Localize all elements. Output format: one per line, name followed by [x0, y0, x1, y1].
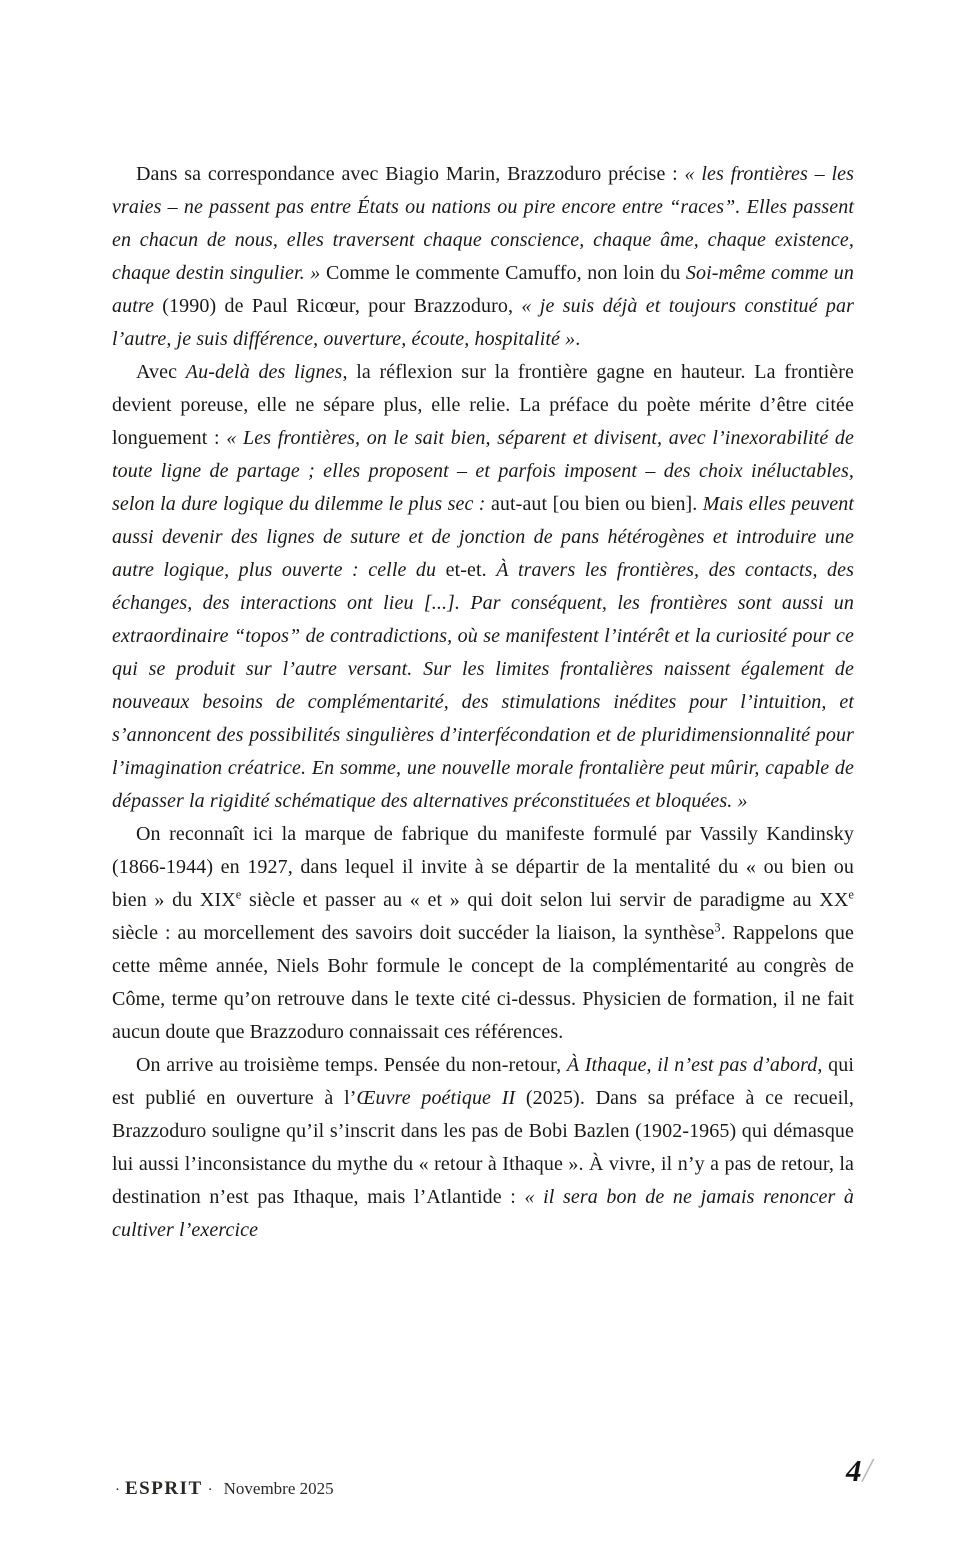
page-number-slash: / — [862, 1452, 872, 1489]
paragraph — [112, 1049, 854, 1247]
text-segment: Avec — [136, 361, 186, 383]
footer-dot-right: · — [207, 1482, 213, 1498]
paragraph — [112, 158, 854, 356]
article-body — [112, 158, 854, 1247]
issue-date: Novembre 2025 — [223, 1479, 334, 1498]
superscript: 3 — [714, 920, 721, 935]
text-segment: , la réflexion sur la frontière gagne en hauteur. La frontière devient poreuse, elle ne sépare plus, elle relie. La préface du poète mérite d’être citée longuement : — [112, 361, 855, 449]
text-segment: Comme le commente Camuffo, non loin du — [325, 262, 686, 284]
paragraph — [112, 356, 854, 818]
text-segment: aut-aut [ou bien ou bien]. — [490, 493, 703, 515]
text-segment: On arrive au troisième temps. Pensée du non-retour, — [136, 1054, 567, 1076]
text-segment: , qui est publié en ouverture à l’ — [112, 1054, 855, 1109]
journal-name: ESPRIT — [125, 1478, 203, 1499]
text-segment: Dans sa correspondance avec Biagio Marin, Brazzoduro précise : — [136, 163, 685, 185]
text-segment: « il sera bon de ne jamais renoncer à cultiver l’exercice — [112, 1186, 854, 1241]
text-segment: À Ithaque, il n’est pas d’abord — [566, 1054, 818, 1076]
text-segment: « je suis déjà et toujours constitué par l’autre, je suis différence, ouverture, écoute, hospitalité » — [112, 295, 854, 350]
superscript: e — [848, 887, 854, 902]
text-segment: siècle : au morcellement des savoirs doit succéder la liaison, la synthèse — [112, 922, 715, 944]
paragraph — [112, 818, 854, 1049]
text-segment: . — [575, 328, 581, 350]
text-segment: « Les frontières, on le sait bien, séparent et divisent, avec l’inexorabilité de toute ligne de partage ; elles proposent – et parfois imposent – des choix inéluctables, selon la dure logique du dilemme le plus sec : — [112, 427, 854, 515]
footer-dot-left: · — [115, 1482, 120, 1498]
text-segment: siècle et passer au « et » qui doit selon lui servir de paradigme au XX — [241, 889, 849, 911]
text-segment: Mais elles peuvent aussi devenir des lignes de suture et de jonction de pans hétérogènes et introduire une autre logique, plus ouverte : celle du — [112, 493, 855, 581]
page-number-value: 4 — [846, 1453, 862, 1488]
text-segment: Œuvre poétique II — [356, 1087, 516, 1109]
text-segment: (1990) de Paul Ricœur, pour Brazzoduro, — [153, 295, 522, 317]
text-segment: On reconnaît ici la marque de fabrique du manifeste formulé par Vassily Kandinsky (1866-1944) en 1927, dans lequel il invite à se départir de la mentalité du « ou bien ou bien » du XIX — [112, 823, 854, 911]
text-segment: Au-delà des lignes — [185, 361, 343, 383]
superscript: e — [235, 887, 242, 902]
text-segment: . Rappelons que cette même année, Niels Bohr formule le concept de la complémentarité au congrès de Côme, terme qu’on retrouve dans le texte cité ci-dessus. Physicien de formation, il ne fait aucun doute que Brazzoduro connaissait ces références. — [112, 922, 854, 1043]
text-segment: « les frontières – les vraies – ne passent pas entre États ou nations ou pire encore entre “races”. Elles passent en chacun de nous, elles traversent chaque conscience, chaque âme, chaque existence, chaque destin singulier. » — [112, 163, 854, 284]
text-segment: Soi-même comme un autre — [112, 262, 855, 317]
page-footer — [110, 1478, 334, 1500]
page-number — [846, 1452, 926, 1490]
text-segment: À travers les frontières, des contacts, des échanges, des interactions ont lieu [...]. Par conséquent, les frontières sont aussi un extraordinaire “topos” de contradictions, où se manifestent l’intérêt et la curiosité pour ce qui se produit sur l’autre versant. Sur les limites frontalières naissent également de nouveaux besoins de complémentarité, des stimulations inédites pour l’intuition, et s’annoncent des possibilités singulières d’interfécondation et de pluridimensionnalité pour l’imagination créatrice. En somme, une nouvelle morale frontalière peut mûrir, capable de dépasser la rigidité schématique des alternatives préconstituées et bloquées. » — [112, 559, 854, 812]
text-segment: et-et. — [445, 559, 497, 581]
text-segment: (2025). Dans sa préface à ce recueil, Brazzoduro souligne qu’il s’inscrit dans les pas de Bobi Bazlen (1902-1965) qui démasque lui aussi l’inconsistance du mythe du « retour à Ithaque ». À vivre, il n’y a pas de retour, la destination n’est pas Ithaque, mais l’Atlantide : — [112, 1087, 855, 1208]
